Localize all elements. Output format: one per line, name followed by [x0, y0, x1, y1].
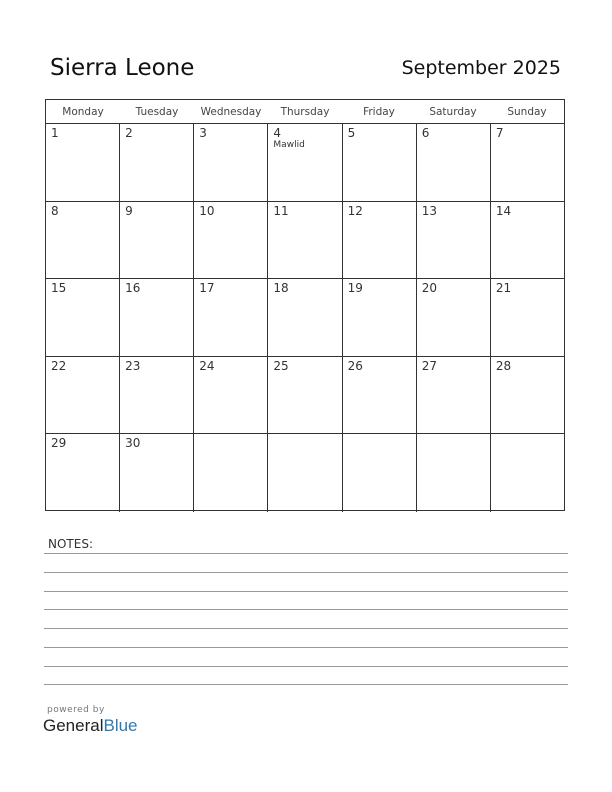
- day-number: 8: [51, 203, 59, 218]
- day-number: 16: [125, 281, 141, 296]
- week-row: [46, 202, 564, 280]
- day-cell: [268, 279, 342, 356]
- day-cell: [194, 124, 268, 201]
- day-cell: [417, 434, 491, 512]
- note-line: [44, 609, 568, 610]
- country-title: Sierra Leone: [50, 55, 195, 81]
- weekday-tuesday: Tuesday: [135, 106, 179, 118]
- day-cell: [46, 357, 120, 434]
- generalblue-logo: [43, 716, 138, 736]
- weeks-container: [46, 124, 564, 512]
- day-cell: [120, 279, 194, 356]
- weekday-sunday: Sunday: [507, 106, 547, 118]
- day-number: 22: [51, 358, 67, 373]
- day-number: 29: [51, 436, 67, 451]
- weekday-friday: Friday: [363, 106, 395, 118]
- day-number: 20: [421, 281, 437, 296]
- day-number: 15: [51, 281, 67, 296]
- weekday-wednesday: Wednesday: [200, 106, 262, 118]
- day-cell: [491, 357, 564, 434]
- day-number: 12: [347, 203, 363, 218]
- day-number: 23: [125, 358, 141, 373]
- day-number: 17: [199, 281, 215, 296]
- day-number: 6: [421, 126, 430, 140]
- weekday-monday: Monday: [62, 106, 104, 118]
- day-number: 30: [125, 436, 141, 451]
- day-number: 1: [51, 126, 59, 140]
- day-number: 7: [495, 126, 504, 140]
- day-number: 25: [273, 358, 289, 373]
- day-cell: [194, 279, 268, 356]
- day-cell: [194, 357, 268, 434]
- brand-blue: Blue: [103, 716, 138, 735]
- day-cell: [120, 357, 194, 434]
- weekday-saturday: Saturday: [429, 106, 477, 118]
- day-cell: [120, 124, 194, 201]
- day-cell: [343, 357, 417, 434]
- day-cell: [491, 124, 564, 201]
- note-line: [44, 647, 568, 648]
- week-row: [46, 434, 564, 512]
- day-cell: [417, 357, 491, 434]
- day-cell: [268, 202, 342, 279]
- day-cell: [46, 202, 120, 279]
- day-cell: [491, 202, 564, 279]
- day-number: 4: [273, 126, 282, 140]
- day-cell: [343, 124, 417, 201]
- brand-general: General: [43, 716, 104, 735]
- day-cell: [417, 124, 491, 201]
- day-cell: [343, 434, 417, 512]
- day-cell: [120, 202, 194, 279]
- day-cell: [46, 124, 120, 201]
- day-number: 2: [125, 126, 133, 140]
- notes-label: NOTES:: [48, 537, 93, 551]
- day-cell: [46, 279, 120, 356]
- day-number: 24: [199, 358, 215, 373]
- day-number: 14: [495, 203, 512, 218]
- week-row: [46, 279, 564, 357]
- day-number: 11: [273, 203, 289, 218]
- day-number: 5: [347, 126, 356, 140]
- holiday-label: Mawlid: [273, 140, 305, 150]
- day-number: 9: [125, 203, 133, 218]
- weekday-header-row: [46, 100, 564, 124]
- day-number: 27: [421, 358, 437, 373]
- day-cell: [417, 279, 491, 356]
- note-line: [44, 591, 568, 592]
- note-line: [44, 628, 568, 629]
- day-cell: [120, 434, 194, 512]
- day-number: 18: [273, 281, 289, 296]
- day-number: 21: [495, 281, 512, 296]
- day-number: 26: [347, 358, 363, 373]
- day-cell: [491, 434, 564, 512]
- month-title: September 2025: [401, 57, 561, 79]
- week-row: [46, 357, 564, 435]
- note-line: [44, 572, 568, 573]
- calendar-grid: [45, 99, 565, 511]
- day-cell: [343, 202, 417, 279]
- day-cell: [46, 434, 120, 512]
- day-cell: [194, 434, 268, 512]
- note-line: [44, 666, 568, 667]
- day-number: 19: [347, 281, 363, 296]
- day-cell: [417, 202, 491, 279]
- day-number: 3: [199, 126, 207, 140]
- note-line: [44, 684, 568, 685]
- day-number: 13: [421, 203, 437, 218]
- day-cell: [194, 202, 268, 279]
- day-number: 10: [199, 203, 215, 218]
- day-cell: [491, 279, 564, 356]
- week-row: [46, 124, 564, 202]
- day-cell: [268, 434, 342, 512]
- note-line: [44, 553, 568, 554]
- day-cell: [343, 279, 417, 356]
- day-number: 28: [495, 358, 512, 373]
- powered-by-text: powered by: [47, 705, 105, 715]
- day-cell: [268, 124, 342, 201]
- day-cell: [268, 357, 342, 434]
- weekday-thursday: Thursday: [280, 106, 330, 118]
